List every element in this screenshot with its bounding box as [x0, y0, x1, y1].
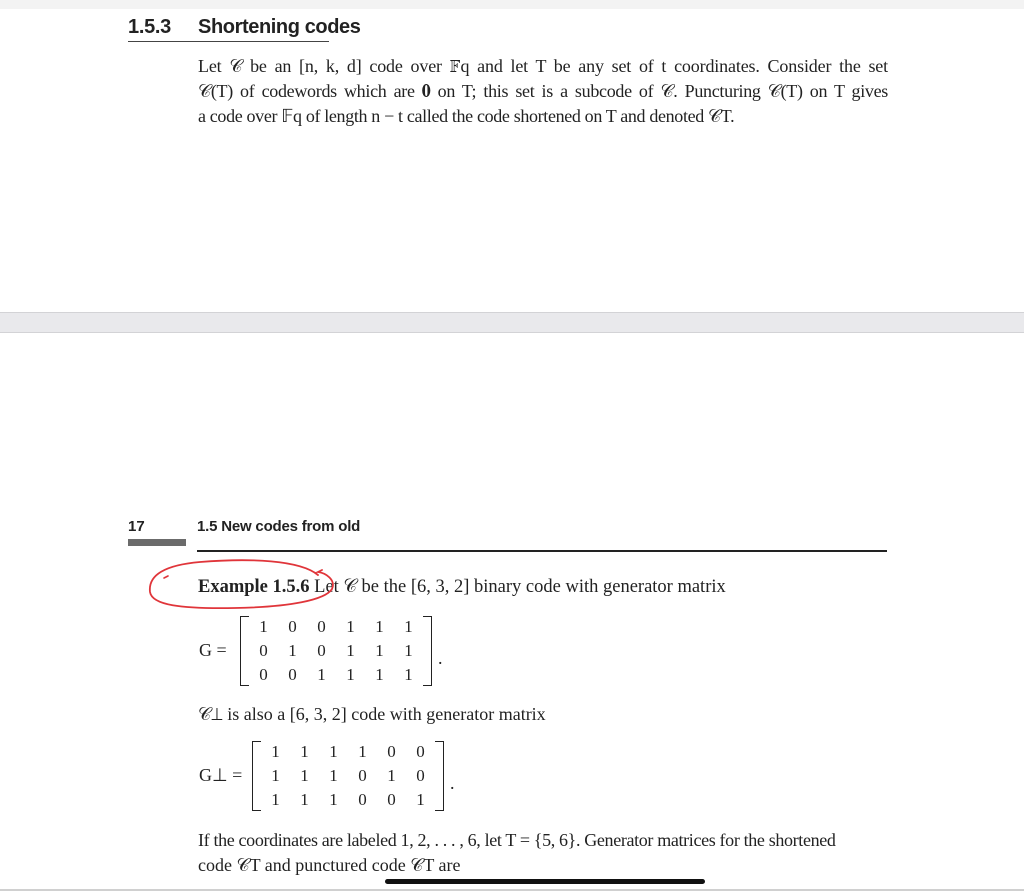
matrix-cell: 0: [259, 641, 268, 660]
matrix-row: [249, 639, 423, 663]
matrix-cell: 1: [346, 665, 355, 684]
matrix-cell: 1: [317, 665, 326, 684]
matrix-cell: 1: [271, 742, 280, 761]
matrix-cell: 1: [300, 766, 309, 785]
paragraph-line: code 𝒞T and punctured code 𝒞T are: [198, 855, 461, 875]
matrix-period: .: [438, 647, 443, 668]
right-bracket: [423, 616, 432, 686]
matrix-cell: 1: [416, 790, 425, 809]
matrix-cell: 1: [271, 790, 280, 809]
paragraph-line: Let 𝒞 be an [n, k, d] code over 𝔽q and let T be any set of t coordinates. Consider the set: [198, 56, 888, 76]
matrix-gperp-label: G⊥ =: [199, 765, 243, 785]
example-label: Example 1.5.6: [198, 577, 310, 597]
matrix-cell: 1: [404, 665, 413, 684]
paragraph-line: If the coordinates are labeled 1, 2, . . . , 6, let T = {5, 6}. Generator matrices for the shortened: [198, 830, 836, 850]
matrix-cell: 1: [375, 665, 384, 684]
home-indicator[interactable]: [385, 879, 705, 884]
matrix-cell: 1: [271, 766, 280, 785]
matrix-cell: 0: [416, 766, 425, 785]
matrix-cell: 1: [404, 641, 413, 660]
matrix-cell: 0: [387, 742, 396, 761]
matrix-cell: 1: [404, 617, 413, 636]
matrix-cell: 0: [358, 790, 367, 809]
right-bracket: [435, 741, 444, 811]
matrix-cell: 1: [300, 790, 309, 809]
matrix-row: [261, 764, 435, 788]
section-paragraph: [198, 54, 888, 129]
matrix-row: [249, 663, 423, 687]
section-title-rule: [128, 41, 329, 42]
matrix-cell: 0: [416, 742, 425, 761]
example-line: [198, 576, 726, 598]
section-title: Shortening codes: [198, 16, 361, 38]
matrix-row: [261, 740, 435, 764]
matrix-cell: 0: [288, 665, 297, 684]
matrix-cell: 1: [375, 641, 384, 660]
matrix-g-label: G =: [199, 640, 227, 660]
matrix-cell: 0: [288, 617, 297, 636]
matrix-cell: 1: [300, 742, 309, 761]
closing-paragraph: [198, 828, 888, 878]
matrix-period: .: [450, 772, 455, 793]
matrix-cell: 1: [329, 766, 338, 785]
running-head: 1.5 New codes from old: [197, 518, 361, 535]
matrix-cell: 0: [317, 617, 326, 636]
matrix-cell: 1: [387, 766, 396, 785]
matrix-cell: 1: [346, 617, 355, 636]
left-bracket: [240, 616, 249, 686]
matrix-g: [240, 615, 443, 687]
matrix-row: [249, 615, 423, 639]
example-text: Let 𝒞 be the [6, 3, 2] binary code with generator matrix: [314, 577, 726, 597]
paragraph-line: a code over 𝔽q of length n − t called the code shortened on T and denoted 𝒞T.: [198, 106, 735, 126]
matrix-cell: 0: [358, 766, 367, 785]
running-head-rule: [197, 550, 887, 552]
matrix-cell: 0: [317, 641, 326, 660]
matrix-cell: 1: [358, 742, 367, 761]
matrix-cell: 1: [375, 617, 384, 636]
matrix-cell: 0: [387, 790, 396, 809]
matrix-cell: 1: [329, 742, 338, 761]
section-number: 1.5.3: [128, 16, 171, 38]
page-number: 17: [128, 518, 145, 535]
paragraph-line: 𝒞(T) of codewords which are 𝟎 on T; this set is a subcode of 𝒞. Puncturing 𝒞(T) on T gives: [198, 81, 888, 101]
matrix-cell: 1: [329, 790, 338, 809]
dual-code-text: 𝒞⊥ is also a [6, 3, 2] code with generator matrix: [198, 704, 546, 724]
page-number-bar: [128, 539, 186, 546]
matrix-g-body: [249, 615, 423, 687]
matrix-cell: 0: [259, 665, 268, 684]
matrix-gperp-body: [261, 740, 435, 812]
matrix-gperp: [252, 740, 455, 812]
left-bracket: [252, 741, 261, 811]
matrix-cell: 1: [346, 641, 355, 660]
top-strip: [0, 0, 1024, 9]
matrix-cell: 1: [288, 641, 297, 660]
page-break-gap: [0, 312, 1024, 333]
matrix-row: [261, 788, 435, 812]
matrix-cell: 1: [259, 617, 268, 636]
